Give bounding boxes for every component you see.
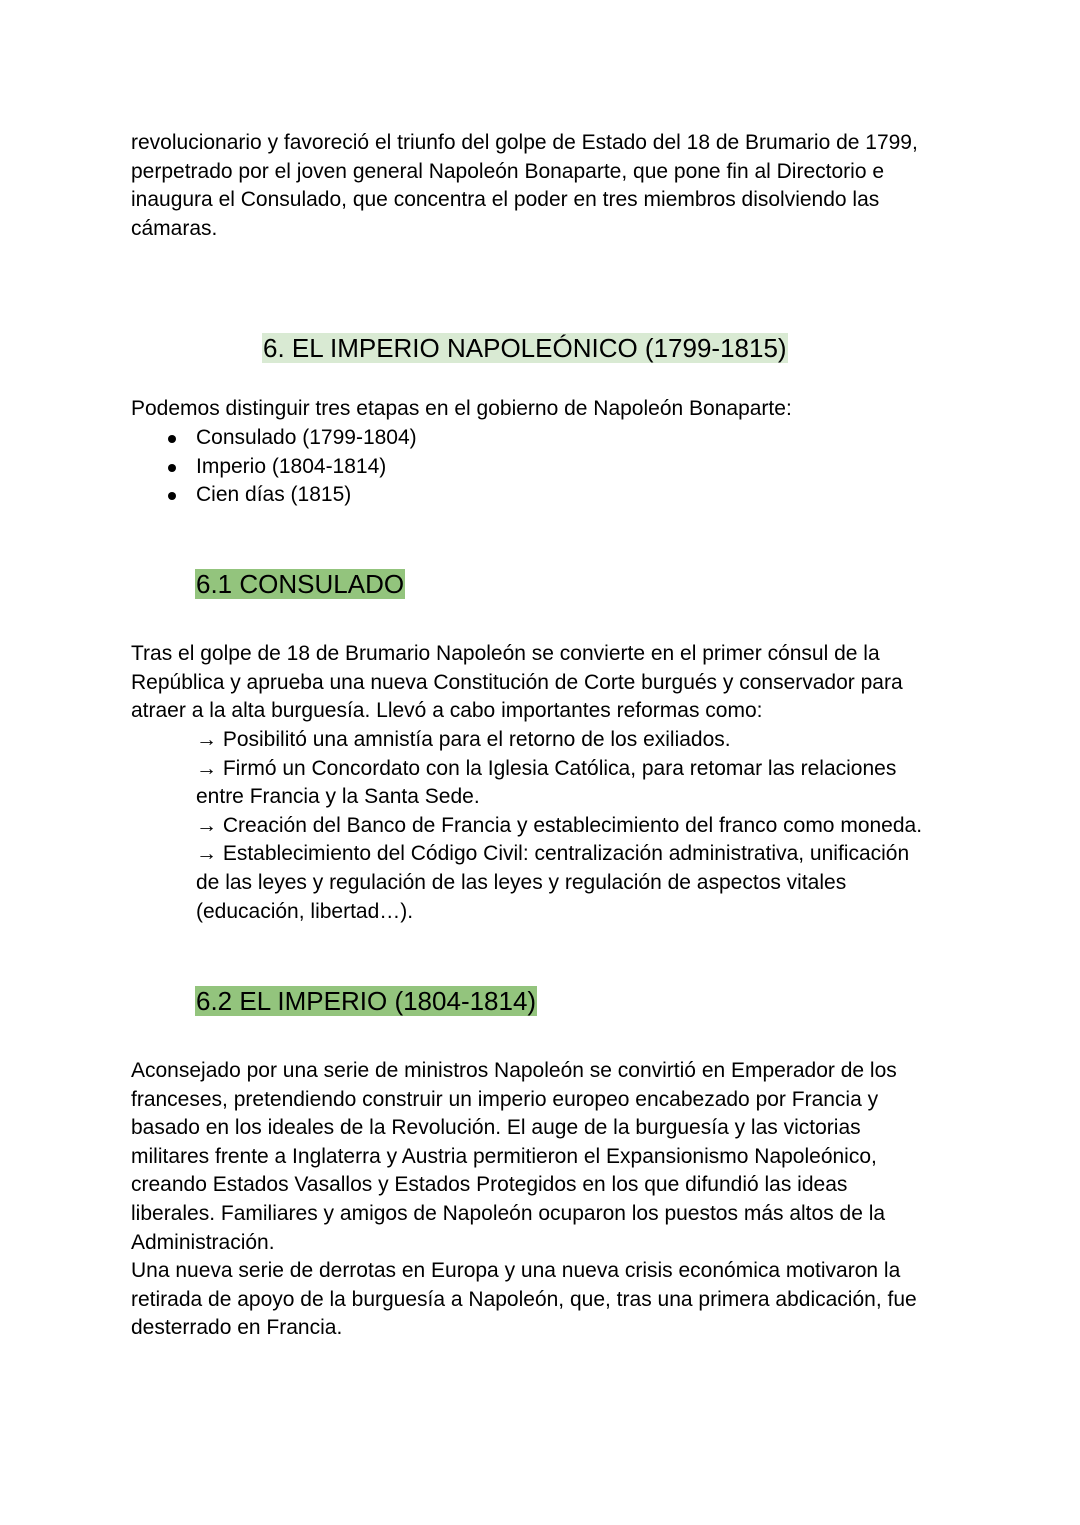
text-line: Administración.: [131, 1230, 275, 1254]
text-line: basado en los ideales de la Revolución. El auge de la burguesía y las victorias: [131, 1116, 861, 1140]
text-line: franceses, pretendiendo construir un imperio europeo encabezado por Francia y: [131, 1087, 879, 1111]
section-6-heading: [262, 331, 788, 365]
text-line: Aconsejado por una serie de ministros Napoleón se convirtió en Emperador de los: [131, 1059, 897, 1082]
bullet-icon: [168, 435, 176, 443]
reforms-list: [196, 726, 956, 926]
text-line: revolucionario y favoreció el triunfo del golpe de Estado del 18 de Brumario de 1799,: [131, 131, 918, 154]
list-item: [131, 481, 417, 510]
text-line: República y aprueba una nueva Constitución de Corte burgués y conservador para: [131, 670, 903, 694]
text-line: de las leyes y regulación de las leyes y regulación de aspectos vitales: [196, 870, 847, 894]
text-line: cámaras.: [131, 216, 218, 240]
section-6-heading-text: 6. EL IMPERIO NAPOLEÓNICO (1799-1815): [263, 333, 787, 363]
text-line: liberales. Familiares y amigos de Napoleón ocuparon los puestos más altos de la: [131, 1201, 886, 1225]
text-line: Tras el golpe de 18 de Brumario Napoleón se convierte en el primer cónsul de la: [131, 642, 880, 665]
bullet-icon: [168, 492, 176, 500]
section-6-2-heading: [195, 984, 537, 1018]
section-6-1-paragraph: [131, 640, 961, 726]
section-6-1-heading: [195, 567, 405, 601]
text-line: perpetrado por el joven general Napoleón Bonaparte, que pone fin al Directorio e: [131, 159, 885, 183]
text-line: → Posibilitó una amnistía para el retorno de los exiliados.: [196, 728, 731, 751]
text-line: → Creación del Banco de Francia y establecimiento del franco como moneda.: [196, 813, 923, 837]
section-6-2-paragraph: [131, 1057, 961, 1343]
section-6-intro: Podemos distinguir tres etapas en el gobierno de Napoleón Bonaparte:: [131, 397, 792, 420]
list-item: [131, 424, 417, 453]
stages-list: [131, 424, 417, 510]
text-line: (educación, libertad…).: [196, 899, 414, 923]
section-6-2-heading-text: 6.2 EL IMPERIO (1804-1814): [196, 986, 537, 1016]
intro-paragraph: [131, 129, 961, 243]
text-line: → Establecimiento del Código Civil: centralización administrativa, unificación: [196, 842, 910, 866]
text-line: inaugura el Consulado, que concentra el poder en tres miembros disolviendo las: [131, 188, 880, 212]
stage-label: Imperio (1804-1814): [196, 454, 387, 478]
text-line: retirada de apoyo de la burguesía a Napoleón, que, tras una primera abdicación, fue: [131, 1287, 917, 1311]
reform-item: [196, 840, 956, 926]
text-line: → Firmó un Concordato con la Iglesia Católica, para retomar las relaciones: [196, 756, 897, 780]
bullet-icon: [168, 464, 176, 472]
stage-label: Cien días (1815): [196, 483, 352, 507]
text-line: atraer a la alta burguesía. Llevó a cabo importantes reformas como:: [131, 699, 763, 723]
list-item: [131, 453, 417, 482]
reform-item: [196, 755, 956, 812]
section-6-1-heading-text: 6.1 CONSULADO: [196, 569, 405, 599]
stage-label: Consulado (1799-1804): [196, 426, 417, 449]
text-line: Una nueva serie de derrotas en Europa y una nueva crisis económica motivaron la: [131, 1259, 901, 1283]
reform-item: [196, 726, 956, 755]
text-line: entre Francia y la Santa Sede.: [196, 785, 480, 809]
text-line: desterrado en Francia.: [131, 1316, 343, 1340]
text-line: militares frente a Inglaterra y Austria permitieron el Expansionismo Napoleónico,: [131, 1144, 877, 1168]
reform-item: [196, 812, 956, 841]
text-line: creando Estados Vasallos y Estados Protegidos en los que difundió las ideas: [131, 1173, 848, 1197]
